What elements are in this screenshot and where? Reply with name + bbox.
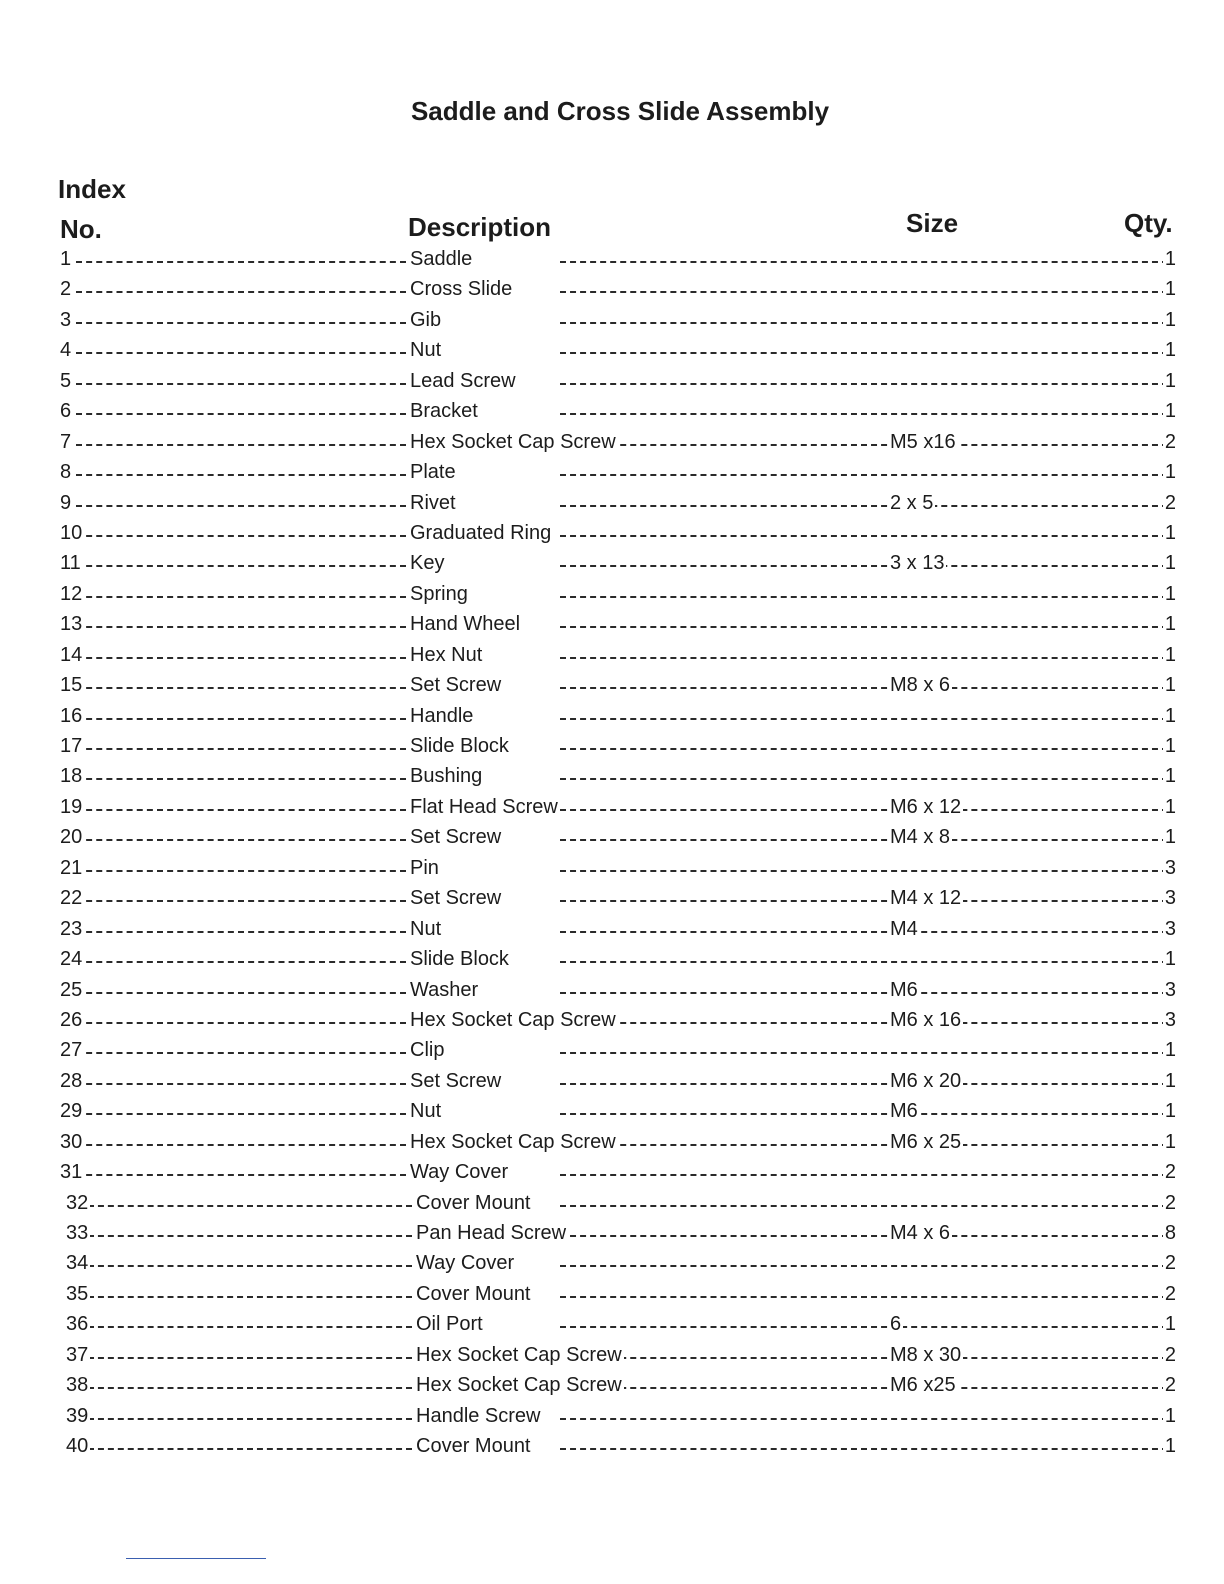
part-index-number: 8 xyxy=(58,457,73,487)
part-size: M6 x 20 xyxy=(888,1066,963,1096)
table-row xyxy=(0,305,1224,335)
part-qty: 2 xyxy=(1163,1157,1178,1187)
part-qty: 1 xyxy=(1163,366,1178,396)
part-index-number: 5 xyxy=(58,366,73,396)
part-description: Clip xyxy=(408,1035,446,1065)
leader-dashes xyxy=(560,1022,1168,1024)
part-size: M5 x16 xyxy=(888,427,958,457)
leader-dashes xyxy=(560,505,1168,507)
table-row xyxy=(0,1248,1224,1278)
leader-dashes xyxy=(76,870,406,872)
part-qty: 2 xyxy=(1163,1279,1178,1309)
header-index: Index xyxy=(58,174,126,204)
part-qty: 1 xyxy=(1163,335,1178,365)
leader-dashes xyxy=(88,1205,412,1207)
part-index-number: 19 xyxy=(58,792,84,822)
part-index-number: 32 xyxy=(64,1188,90,1218)
leader-dashes xyxy=(560,261,1168,263)
table-row xyxy=(0,1309,1224,1339)
leader-dashes xyxy=(560,474,1168,476)
part-description: Pan Head Screw xyxy=(414,1218,568,1248)
part-description: Hex Socket Cap Screw xyxy=(408,427,618,457)
table-row xyxy=(0,1401,1224,1431)
part-description: Set Screw xyxy=(408,822,503,852)
part-description: Gib xyxy=(408,305,443,335)
leader-dashes xyxy=(76,992,406,994)
part-index-number: 20 xyxy=(58,822,84,852)
table-row xyxy=(0,396,1224,426)
part-qty: 1 xyxy=(1163,701,1178,731)
leader-dashes xyxy=(76,900,406,902)
part-description: Hex Nut xyxy=(408,640,484,670)
part-index-number: 21 xyxy=(58,853,84,883)
leader-dashes xyxy=(76,657,406,659)
part-index-number: 25 xyxy=(58,975,84,1005)
table-row xyxy=(0,548,1224,578)
part-description: Cover Mount xyxy=(414,1279,533,1309)
part-description: Nut xyxy=(408,1096,443,1126)
part-index-number: 18 xyxy=(58,761,84,791)
table-row xyxy=(0,1035,1224,1065)
leader-dashes xyxy=(560,1144,1168,1146)
leader-dashes xyxy=(560,992,1168,994)
table-row xyxy=(0,761,1224,791)
part-description: Set Screw xyxy=(408,670,503,700)
part-index-number: 6 xyxy=(58,396,73,426)
part-description: Lead Screw xyxy=(408,366,518,396)
part-size: M8 x 6 xyxy=(888,670,952,700)
part-size: 6 xyxy=(888,1309,903,1339)
part-qty: 1 xyxy=(1163,640,1178,670)
part-qty: 1 xyxy=(1163,792,1178,822)
part-qty: 2 xyxy=(1163,1188,1178,1218)
part-index-number: 14 xyxy=(58,640,84,670)
part-description: Flat Head Screw xyxy=(408,792,560,822)
table-row xyxy=(0,883,1224,913)
table-row xyxy=(0,1157,1224,1187)
leader-dashes xyxy=(560,1205,1168,1207)
part-index-number: 13 xyxy=(58,609,84,639)
table-row xyxy=(0,244,1224,274)
part-description: Cover Mount xyxy=(414,1431,533,1461)
part-description: Bracket xyxy=(408,396,480,426)
leader-dashes xyxy=(76,1144,406,1146)
leader-dashes xyxy=(76,596,406,598)
leader-dashes xyxy=(76,809,406,811)
part-qty: 1 xyxy=(1163,822,1178,852)
part-index-number: 4 xyxy=(58,335,73,365)
part-qty: 1 xyxy=(1163,1401,1178,1431)
part-index-number: 39 xyxy=(64,1401,90,1431)
part-description: Hex Socket Cap Screw xyxy=(414,1370,624,1400)
table-row xyxy=(0,609,1224,639)
part-description: Bushing xyxy=(408,761,484,791)
part-qty: 1 xyxy=(1163,670,1178,700)
table-row xyxy=(0,1066,1224,1096)
part-description: Oil Port xyxy=(414,1309,485,1339)
part-index-number: 17 xyxy=(58,731,84,761)
part-index-number: 26 xyxy=(58,1005,84,1035)
table-row xyxy=(0,1127,1224,1157)
leader-dashes xyxy=(560,748,1168,750)
leader-dashes xyxy=(88,1265,412,1267)
part-description: Set Screw xyxy=(408,1066,503,1096)
table-row xyxy=(0,701,1224,731)
part-index-number: 12 xyxy=(58,579,84,609)
leader-dashes xyxy=(560,565,1168,567)
leader-dashes xyxy=(560,1265,1168,1267)
part-index-number: 40 xyxy=(64,1431,90,1461)
leader-dashes xyxy=(76,778,406,780)
leader-dashes xyxy=(560,870,1168,872)
part-description: Rivet xyxy=(408,488,458,518)
part-qty: 3 xyxy=(1163,914,1178,944)
part-index-number: 1 xyxy=(58,244,73,274)
table-row xyxy=(0,640,1224,670)
part-index-number: 3 xyxy=(58,305,73,335)
leader-dashes xyxy=(76,931,406,933)
part-description: Pin xyxy=(408,853,441,883)
leader-dashes xyxy=(560,291,1168,293)
leader-dashes xyxy=(76,718,406,720)
leader-dashes xyxy=(76,748,406,750)
leader-dashes xyxy=(76,322,406,324)
leader-dashes xyxy=(560,1448,1168,1450)
part-size: M6 x 25 xyxy=(888,1127,963,1157)
part-size: M6 xyxy=(888,975,920,1005)
leader-dashes xyxy=(76,261,406,263)
part-index-number: 36 xyxy=(64,1309,90,1339)
table-row xyxy=(0,488,1224,518)
part-qty: 2 xyxy=(1163,1248,1178,1278)
table-row xyxy=(0,1218,1224,1248)
part-qty: 3 xyxy=(1163,1005,1178,1035)
leader-dashes xyxy=(76,1113,406,1115)
part-index-number: 34 xyxy=(64,1248,90,1278)
part-qty: 1 xyxy=(1163,1431,1178,1461)
part-qty: 2 xyxy=(1163,1340,1178,1370)
part-description: Handle xyxy=(408,701,475,731)
part-description: Cross Slide xyxy=(408,274,514,304)
table-row xyxy=(0,427,1224,457)
part-qty: 1 xyxy=(1163,1035,1178,1065)
leader-dashes xyxy=(560,383,1168,385)
part-index-number: 27 xyxy=(58,1035,84,1065)
part-description: Way Cover xyxy=(414,1248,516,1278)
part-description: Hex Socket Cap Screw xyxy=(408,1005,618,1035)
table-row xyxy=(0,1096,1224,1126)
leader-dashes xyxy=(560,839,1168,841)
leader-dashes xyxy=(560,1387,1168,1389)
part-index-number: 23 xyxy=(58,914,84,944)
table-row xyxy=(0,975,1224,1005)
table-row xyxy=(0,914,1224,944)
part-description: Set Screw xyxy=(408,883,503,913)
table-row xyxy=(0,274,1224,304)
part-description: Plate xyxy=(408,457,458,487)
part-index-number: 7 xyxy=(58,427,73,457)
part-qty: 1 xyxy=(1163,244,1178,274)
leader-dashes xyxy=(76,291,406,293)
leader-dashes xyxy=(560,1113,1168,1115)
part-index-number: 9 xyxy=(58,488,73,518)
part-qty: 1 xyxy=(1163,1096,1178,1126)
part-size: M4 x 8 xyxy=(888,822,952,852)
part-description: Key xyxy=(408,548,446,578)
part-index-number: 24 xyxy=(58,944,84,974)
table-row xyxy=(0,670,1224,700)
leader-dashes xyxy=(76,505,406,507)
leader-dashes xyxy=(560,900,1168,902)
part-description: Nut xyxy=(408,335,443,365)
part-description: Handle Screw xyxy=(414,1401,543,1431)
part-size: M8 x 30 xyxy=(888,1340,963,1370)
part-index-number: 16 xyxy=(58,701,84,731)
table-row xyxy=(0,853,1224,883)
leader-dashes xyxy=(560,1418,1168,1420)
part-description: Nut xyxy=(408,914,443,944)
leader-dashes xyxy=(560,657,1168,659)
part-size: M6 x 12 xyxy=(888,792,963,822)
parts-list xyxy=(0,244,1224,1462)
table-row xyxy=(0,1340,1224,1370)
leader-dashes xyxy=(76,1022,406,1024)
leader-dashes xyxy=(76,413,406,415)
part-qty: 1 xyxy=(1163,731,1178,761)
leader-dashes xyxy=(76,1083,406,1085)
part-qty: 1 xyxy=(1163,609,1178,639)
table-row xyxy=(0,457,1224,487)
part-size: 2 x 5 xyxy=(888,488,935,518)
leader-dashes xyxy=(560,1052,1168,1054)
header-size: Size xyxy=(906,208,959,238)
table-row xyxy=(0,335,1224,365)
part-index-number: 38 xyxy=(64,1370,90,1400)
part-qty: 1 xyxy=(1163,761,1178,791)
table-row xyxy=(0,1279,1224,1309)
part-index-number: 28 xyxy=(58,1066,84,1096)
part-qty: 3 xyxy=(1163,853,1178,883)
leader-dashes xyxy=(76,474,406,476)
leader-dashes xyxy=(88,1448,412,1450)
leader-dashes xyxy=(88,1387,412,1389)
table-row xyxy=(0,1188,1224,1218)
leader-dashes xyxy=(560,626,1168,628)
leader-dashes xyxy=(76,352,406,354)
leader-dashes xyxy=(76,444,406,446)
leader-dashes xyxy=(560,1083,1168,1085)
leader-dashes xyxy=(560,1235,1168,1237)
page-title: Saddle and Cross Slide Assembly xyxy=(410,96,830,126)
leader-dashes xyxy=(76,1052,406,1054)
part-index-number: 30 xyxy=(58,1127,84,1157)
part-index-number: 2 xyxy=(58,274,73,304)
part-qty: 2 xyxy=(1163,488,1178,518)
part-qty: 2 xyxy=(1163,1370,1178,1400)
part-description: Slide Block xyxy=(408,944,511,974)
part-qty: 2 xyxy=(1163,427,1178,457)
part-description: Graduated Ring xyxy=(408,518,553,548)
table-row xyxy=(0,822,1224,852)
header-description: Description xyxy=(408,212,552,242)
part-index-number: 15 xyxy=(58,670,84,700)
leader-dashes xyxy=(560,778,1168,780)
leader-dashes xyxy=(76,961,406,963)
part-qty: 1 xyxy=(1163,274,1178,304)
part-index-number: 10 xyxy=(58,518,84,548)
part-qty: 1 xyxy=(1163,305,1178,335)
part-index-number: 31 xyxy=(58,1157,84,1187)
part-description: Hex Socket Cap Screw xyxy=(408,1127,618,1157)
part-index-number: 35 xyxy=(64,1279,90,1309)
part-qty: 1 xyxy=(1163,457,1178,487)
table-row xyxy=(0,366,1224,396)
leader-dashes xyxy=(560,444,1168,446)
part-qty: 1 xyxy=(1163,944,1178,974)
part-qty: 1 xyxy=(1163,1066,1178,1096)
table-row xyxy=(0,944,1224,974)
table-row xyxy=(0,792,1224,822)
part-index-number: 37 xyxy=(64,1340,90,1370)
header-no: No. xyxy=(60,214,102,244)
leader-dashes xyxy=(560,718,1168,720)
table-row xyxy=(0,1370,1224,1400)
leader-dashes xyxy=(560,1296,1168,1298)
part-description: Way Cover xyxy=(408,1157,510,1187)
leader-dashes xyxy=(560,596,1168,598)
leader-dashes xyxy=(560,352,1168,354)
leader-dashes xyxy=(76,626,406,628)
part-qty: 1 xyxy=(1163,396,1178,426)
leader-dashes xyxy=(76,383,406,385)
part-size: 3 x 13 xyxy=(888,548,946,578)
part-size: M6 x 16 xyxy=(888,1005,963,1035)
leader-dashes xyxy=(560,1326,1168,1328)
part-description: Saddle xyxy=(408,244,474,274)
part-size: M4 x 12 xyxy=(888,883,963,913)
part-qty: 1 xyxy=(1163,1127,1178,1157)
leader-dashes xyxy=(76,839,406,841)
part-description: Hand Wheel xyxy=(408,609,522,639)
table-row xyxy=(0,1005,1224,1035)
part-index-number: 33 xyxy=(64,1218,90,1248)
part-description: Washer xyxy=(408,975,480,1005)
part-qty: 1 xyxy=(1163,1309,1178,1339)
leader-dashes xyxy=(560,535,1168,537)
part-index-number: 29 xyxy=(58,1096,84,1126)
leader-dashes xyxy=(560,1174,1168,1176)
part-qty: 3 xyxy=(1163,975,1178,1005)
leader-dashes xyxy=(560,1357,1168,1359)
leader-dashes xyxy=(88,1357,412,1359)
part-index-number: 11 xyxy=(58,548,83,578)
leader-dashes xyxy=(560,687,1168,689)
part-description: Slide Block xyxy=(408,731,511,761)
leader-dashes xyxy=(88,1296,412,1298)
part-qty: 1 xyxy=(1163,579,1178,609)
leader-dashes xyxy=(76,687,406,689)
part-size: M6 xyxy=(888,1096,920,1126)
table-row xyxy=(0,579,1224,609)
leader-dashes xyxy=(560,413,1168,415)
part-size: M4 xyxy=(888,914,920,944)
part-qty: 1 xyxy=(1163,518,1178,548)
divider xyxy=(126,1558,266,1559)
part-qty: 8 xyxy=(1163,1218,1178,1248)
leader-dashes xyxy=(560,809,1168,811)
part-description: Spring xyxy=(408,579,470,609)
table-row xyxy=(0,731,1224,761)
part-qty: 1 xyxy=(1163,548,1178,578)
leader-dashes xyxy=(88,1326,412,1328)
header-qty: Qty. xyxy=(1124,208,1173,238)
part-size: M4 x 6 xyxy=(888,1218,952,1248)
table-row xyxy=(0,518,1224,548)
leader-dashes xyxy=(76,565,406,567)
leader-dashes xyxy=(88,1418,412,1420)
part-description: Cover Mount xyxy=(414,1188,533,1218)
part-index-number: 22 xyxy=(58,883,84,913)
leader-dashes xyxy=(560,322,1168,324)
table-row xyxy=(0,1431,1224,1461)
leader-dashes xyxy=(76,1174,406,1176)
part-qty: 3 xyxy=(1163,883,1178,913)
part-size: M6 x25 xyxy=(888,1370,958,1400)
leader-dashes xyxy=(76,535,406,537)
part-description: Hex Socket Cap Screw xyxy=(414,1340,624,1370)
leader-dashes xyxy=(88,1235,412,1237)
leader-dashes xyxy=(560,931,1168,933)
leader-dashes xyxy=(560,961,1168,963)
